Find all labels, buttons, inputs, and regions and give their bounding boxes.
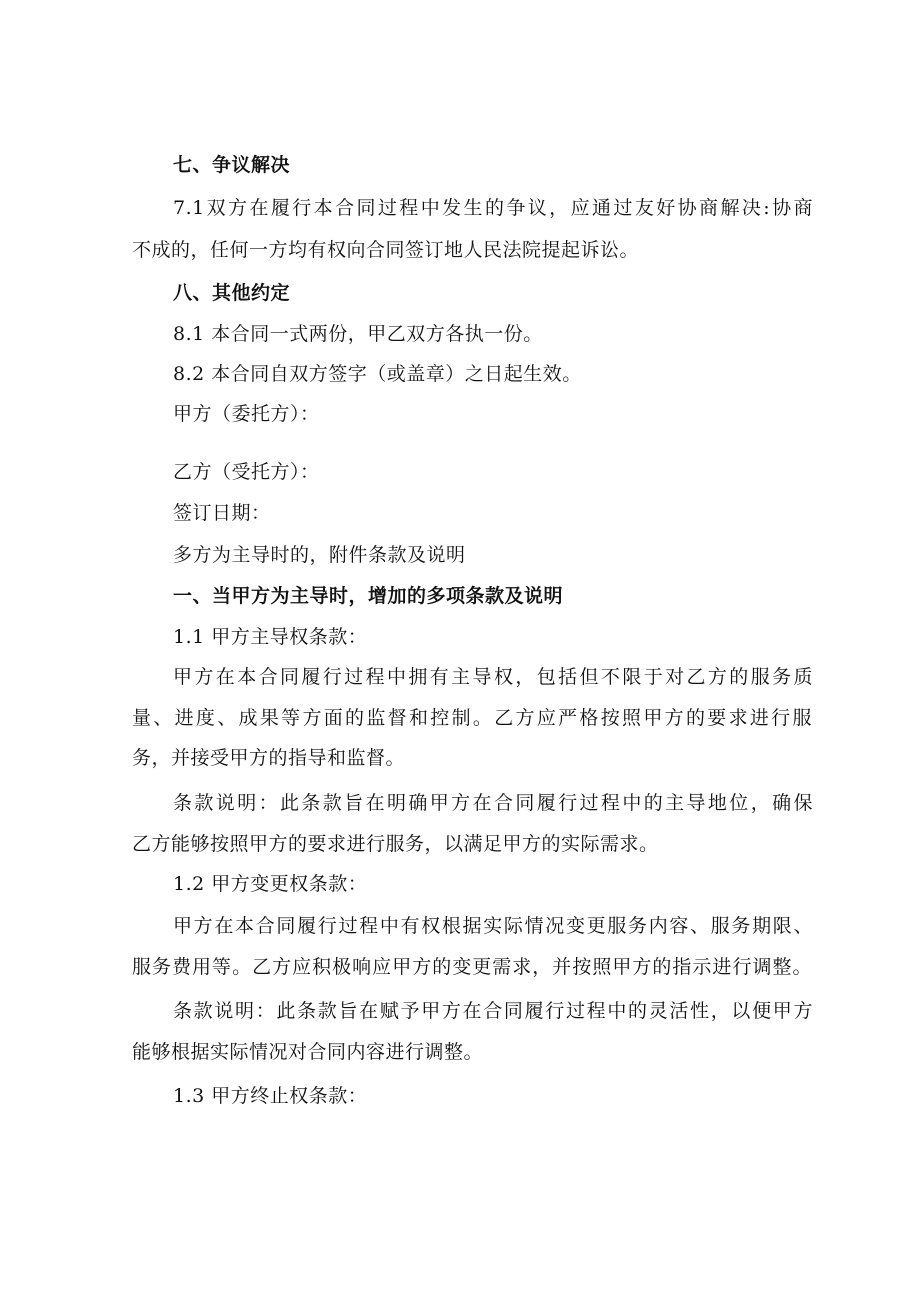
appendix-intro: 多方为主导时的，附件条款及说明 bbox=[173, 544, 466, 566]
clause-1-2-title: 1.2 甲方变更权条款： bbox=[173, 873, 368, 895]
clause-7-1-line-1: 7.1双方在履行本合同过程中发生的争议，应通过友好协商解决:协商 bbox=[173, 197, 813, 219]
clause-1-2-body-line-1: 甲方在本合同履行过程中有权根据实际情况变更服务内容、服务期限、 bbox=[173, 915, 813, 937]
clause-1-3-title: 1.3 甲方终止权条款： bbox=[173, 1085, 368, 1107]
clause-1-1-body-line-2: 量、进度、成果等方面的监督和控制。乙方应严格按照甲方的要求进行服 bbox=[132, 707, 812, 729]
clause-1-2-note-line-2: 能够根据实际情况对合同内容进行调整。 bbox=[132, 1041, 484, 1063]
clause-8-1: 8.1 本合同一式两份，甲乙双方各执一份。 bbox=[173, 323, 543, 345]
clause-1-1-note-line-1: 条款说明：此条款旨在明确甲方在合同履行过程中的主导地位，确保 bbox=[173, 792, 813, 814]
signing-date-label: 签订日期： bbox=[173, 502, 271, 524]
clause-1-2-body-line-2: 服务费用等。乙方应积极响应甲方的变更需求，并按照甲方的指示进行调整。 bbox=[132, 956, 812, 978]
clause-1-1-body-line-1: 甲方在本合同履行过程中拥有主导权，包括但不限于对乙方的服务质 bbox=[173, 666, 813, 688]
clause-1-2-note-line-1: 条款说明：此条款旨在赋予甲方在合同履行过程中的灵活性，以便甲方 bbox=[173, 1000, 813, 1022]
party-a-signature-label: 甲方（委托方）： bbox=[173, 403, 320, 425]
party-b-signature-label: 乙方（受托方）： bbox=[173, 461, 320, 483]
section-7-heading: 七、争议解决 bbox=[173, 154, 291, 176]
section-8-heading: 八、其他约定 bbox=[173, 282, 291, 304]
clause-8-2: 8.2 本合同自双方签字（或盖章）之日起生效。 bbox=[173, 363, 582, 385]
clause-1-1-note-line-2: 乙方能够按照甲方的要求进行服务，以满足甲方的实际需求。 bbox=[132, 833, 659, 855]
clause-7-1-line-2: 不成的，任何一方均有权向合同签订地人民法院提起诉讼。 bbox=[132, 239, 640, 261]
clause-1-1-title: 1.1 甲方主导权条款： bbox=[173, 626, 368, 648]
appendix-heading: 一、当甲方为主导时，增加的多项条款及说明 bbox=[173, 585, 564, 607]
clause-1-1-body-line-3: 务，并接受甲方的指导和监督。 bbox=[132, 747, 406, 769]
